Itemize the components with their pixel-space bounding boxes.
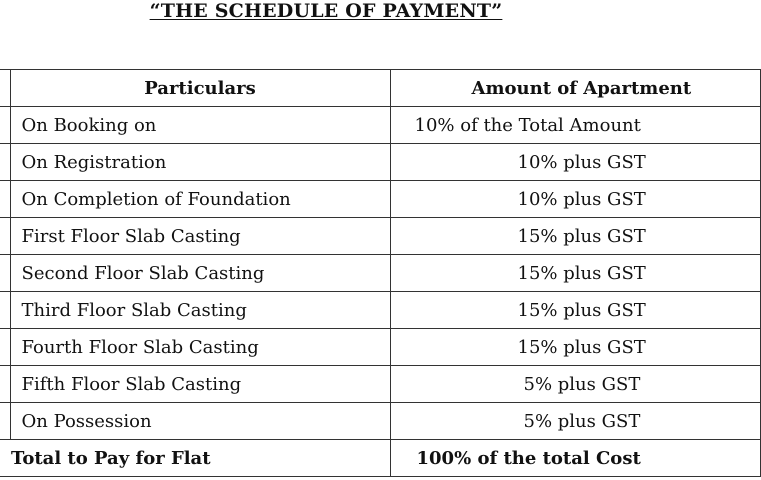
- table-row: [0, 107, 760, 144]
- table-row: [0, 329, 760, 366]
- amount-cell: 10% plus GST: [390, 181, 760, 218]
- row-gap-cell: [0, 329, 10, 366]
- particular-cell: On Completion of Foundation: [10, 181, 390, 218]
- total-row: [0, 440, 760, 477]
- table-row: [0, 403, 760, 440]
- total-amount: 100% of the total Cost: [390, 440, 760, 477]
- particular-cell: Third Floor Slab Casting: [10, 292, 390, 329]
- row-gap-cell: [0, 181, 10, 218]
- payment-schedule-table: [0, 69, 761, 477]
- amount-cell: 10% of the Total Amount: [390, 107, 760, 144]
- amount-cell: 15% plus GST: [390, 218, 760, 255]
- row-gap-cell: [0, 403, 10, 440]
- amount-cell: 15% plus GST: [390, 329, 760, 366]
- amount-cell: 15% plus GST: [390, 255, 760, 292]
- particular-cell: On Registration: [10, 144, 390, 181]
- table-row: [0, 292, 760, 329]
- table-row: [0, 255, 760, 292]
- amount-cell: 5% plus GST: [390, 366, 760, 403]
- row-gap-cell: [0, 366, 10, 403]
- row-gap-cell: [0, 255, 10, 292]
- table-row: [0, 366, 760, 403]
- amount-cell: 15% plus GST: [390, 292, 760, 329]
- table-row: [0, 144, 760, 181]
- table-row: [0, 181, 760, 218]
- row-gap-cell: [0, 292, 10, 329]
- particular-cell: Fourth Floor Slab Casting: [10, 329, 390, 366]
- amount-cell: 10% plus GST: [390, 144, 760, 181]
- particular-cell: Second Floor Slab Casting: [10, 255, 390, 292]
- total-label: Total to Pay for Flat: [0, 440, 390, 477]
- particular-cell: On Possession: [10, 403, 390, 440]
- table-row: [0, 218, 760, 255]
- row-gap-cell: [0, 144, 10, 181]
- table-header-row: [0, 70, 760, 107]
- document-title: “THE SCHEDULE OF PAYMENT”: [149, 0, 503, 22]
- amount-cell: 5% plus GST: [390, 403, 760, 440]
- particular-cell: Fifth Floor Slab Casting: [10, 366, 390, 403]
- header-particulars: Particulars: [10, 70, 390, 107]
- header-amount: Amount of Apartment: [390, 70, 760, 107]
- row-gap-cell: [0, 70, 10, 107]
- row-gap-cell: [0, 107, 10, 144]
- particular-cell: On Booking on: [10, 107, 390, 144]
- particular-cell: First Floor Slab Casting: [10, 218, 390, 255]
- row-gap-cell: [0, 218, 10, 255]
